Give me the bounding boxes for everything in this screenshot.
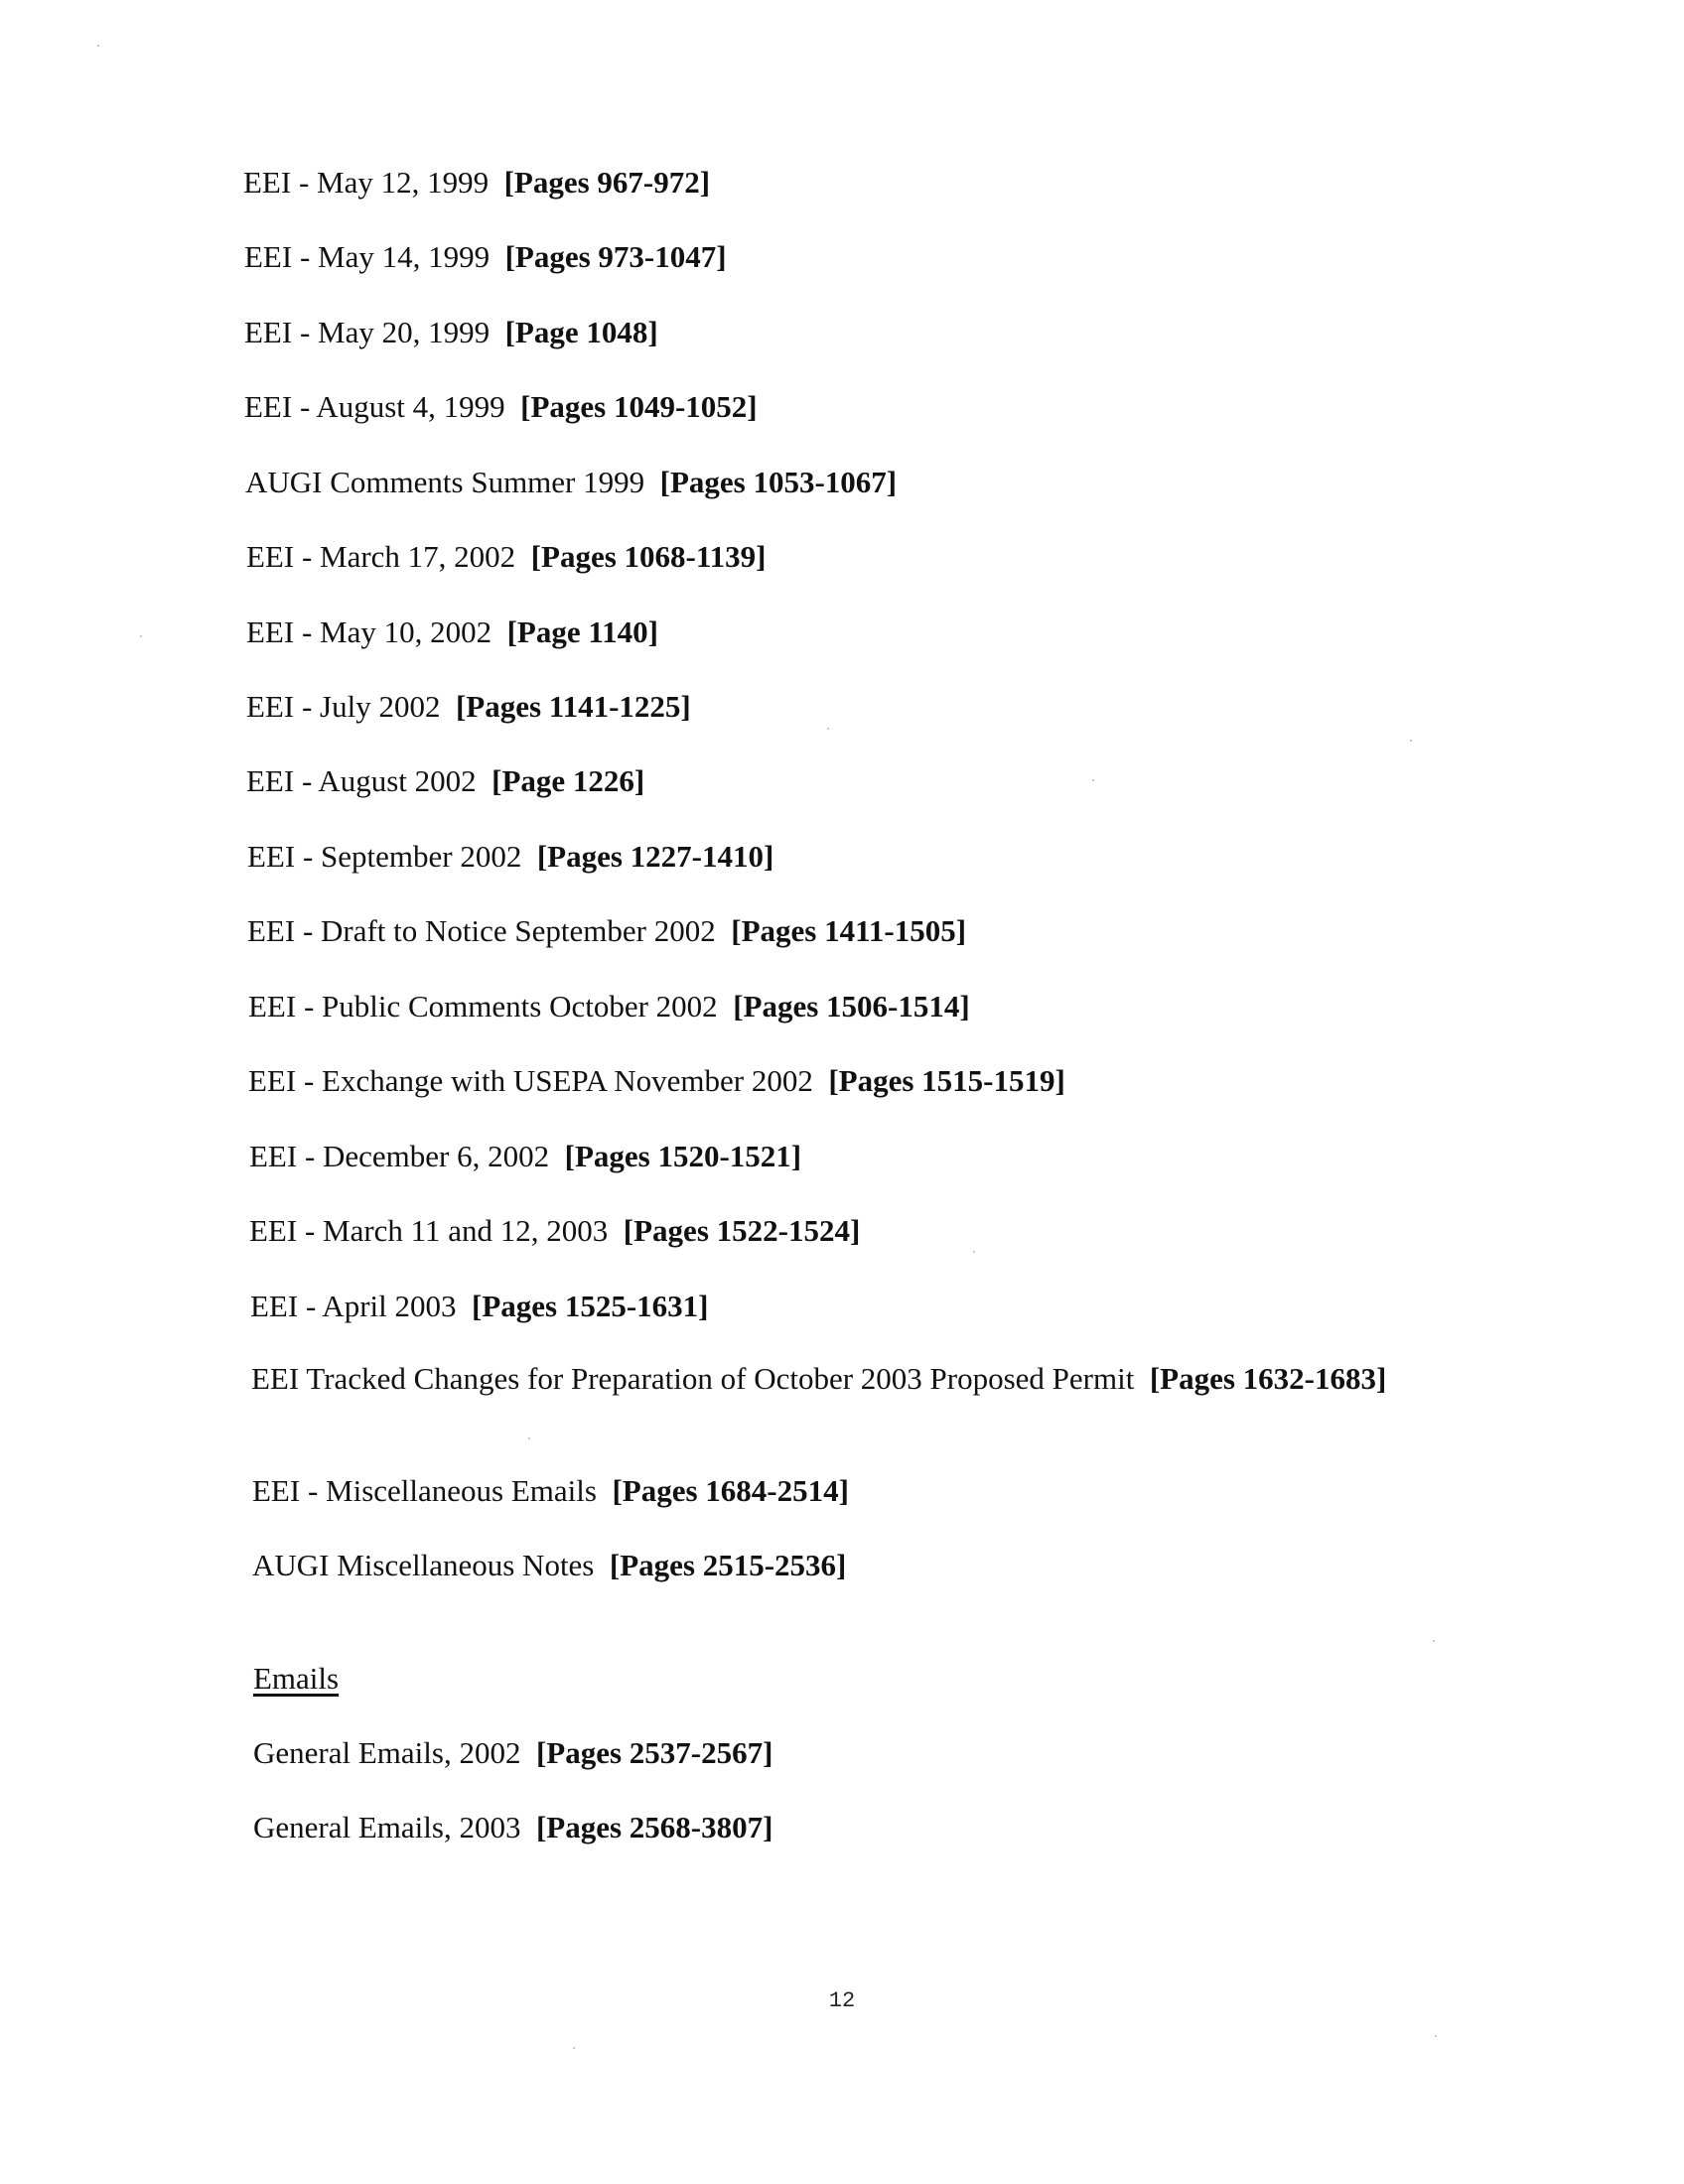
- list-item: [247, 838, 773, 876]
- entry-pages: [Pages 1515-1519]: [828, 1063, 1065, 1098]
- entry-label: EEI - May 14, 1999: [244, 239, 491, 274]
- section-heading-emails: Emails: [253, 1661, 340, 1696]
- entry-label: EEI - December 6, 2002: [249, 1139, 550, 1173]
- entry-label: EEI - July 2002: [246, 689, 441, 724]
- entry-label: General Emails, 2003: [253, 1810, 521, 1844]
- scan-speck: [140, 635, 142, 637]
- entry-pages: [Pages 1141-1225]: [455, 689, 691, 724]
- scan-speck: [1435, 2035, 1437, 2037]
- entry-label: EEI - Draft to Notice September 2002: [247, 913, 716, 948]
- entry-label: EEI - May 12, 1999: [243, 165, 490, 200]
- entry-pages: [Pages 1520-1521]: [564, 1139, 802, 1173]
- list-item: [246, 688, 691, 726]
- entry-label: General Emails, 2002: [253, 1735, 521, 1770]
- entry-label: EEI - Miscellaneous Emails: [252, 1473, 597, 1508]
- entry-pages: [Pages 1506-1514]: [733, 989, 970, 1024]
- entry-label: EEI - August 2002: [246, 763, 477, 798]
- entry-label: AUGI Comments Summer 1999: [245, 465, 645, 499]
- list-item: [250, 1288, 708, 1325]
- entry-pages: [Pages 1522-1524]: [623, 1213, 861, 1248]
- entry-label: EEI Tracked Changes for Preparation of October 2003 Proposed Permit: [251, 1361, 1135, 1396]
- entry-pages: [Pages 1525-1631]: [472, 1289, 709, 1323]
- entry-pages: [Pages 967-972]: [503, 165, 711, 200]
- entry-pages: [Pages 1049-1052]: [520, 389, 758, 424]
- entry-label: EEI - August 4, 1999: [244, 389, 505, 424]
- entry-pages: [Pages 1227-1410]: [536, 839, 774, 874]
- entry-pages: [Pages 2515-2536]: [609, 1548, 847, 1582]
- entry-label: AUGI Miscellaneous Notes: [252, 1548, 595, 1582]
- entry-pages: [Pages 2537-2567]: [535, 1735, 773, 1770]
- entry-pages: [Page 1226]: [491, 763, 645, 798]
- entry-label: EEI - May 20, 1999: [244, 315, 491, 349]
- list-item: [244, 388, 758, 426]
- list-item: [248, 988, 970, 1025]
- entry-label: EEI - May 10, 2002: [246, 614, 492, 649]
- entry-pages: [Pages 1684-2514]: [612, 1473, 849, 1508]
- entry-label: EEI - September 2002: [247, 839, 522, 874]
- list-item: [251, 1360, 1403, 1398]
- list-item: [253, 1809, 772, 1846]
- scan-speck: [1433, 1640, 1435, 1642]
- scan-speck: [1410, 740, 1412, 742]
- scan-speck: [573, 2047, 575, 2049]
- entry-pages: [Pages 2568-3807]: [535, 1810, 773, 1844]
- scan-speck: [528, 1437, 530, 1439]
- entry-pages: [Page 1140]: [506, 614, 658, 649]
- list-item: [243, 164, 710, 202]
- list-item: [252, 1547, 846, 1584]
- scan-speck: [1092, 779, 1094, 781]
- entry-label: EEI - Public Comments October 2002: [248, 989, 718, 1024]
- list-item: [244, 238, 727, 276]
- list-item: [249, 1212, 860, 1250]
- list-item: [245, 464, 897, 501]
- entry-pages: [Pages 1632-1683]: [1149, 1361, 1387, 1396]
- entry-label: EEI - March 11 and 12, 2003: [249, 1213, 609, 1248]
- list-item: [247, 912, 966, 950]
- list-item: [249, 1138, 801, 1175]
- scan-speck: [97, 45, 99, 47]
- entry-pages: [Pages 1053-1067]: [659, 465, 898, 499]
- entry-pages: [Pages 1411-1505]: [731, 913, 967, 948]
- entry-label: EEI - April 2003: [250, 1289, 457, 1323]
- list-item: [244, 314, 658, 351]
- entry-pages: [Pages 1068-1139]: [530, 539, 767, 574]
- scan-speck: [973, 1251, 975, 1253]
- list-item: [246, 614, 658, 651]
- list-item: [246, 538, 766, 576]
- list-item: [246, 762, 644, 800]
- list-item: [253, 1734, 772, 1772]
- entry-pages: [Page 1048]: [504, 315, 658, 349]
- entry-label: EEI - Exchange with USEPA November 2002: [248, 1063, 813, 1098]
- scan-speck: [827, 728, 829, 730]
- entry-pages: [Pages 973-1047]: [504, 239, 727, 274]
- entry-label: EEI - March 17, 2002: [246, 539, 516, 574]
- page-number: 12: [828, 1988, 856, 2013]
- list-item: [252, 1472, 849, 1510]
- list-item: [248, 1062, 1065, 1100]
